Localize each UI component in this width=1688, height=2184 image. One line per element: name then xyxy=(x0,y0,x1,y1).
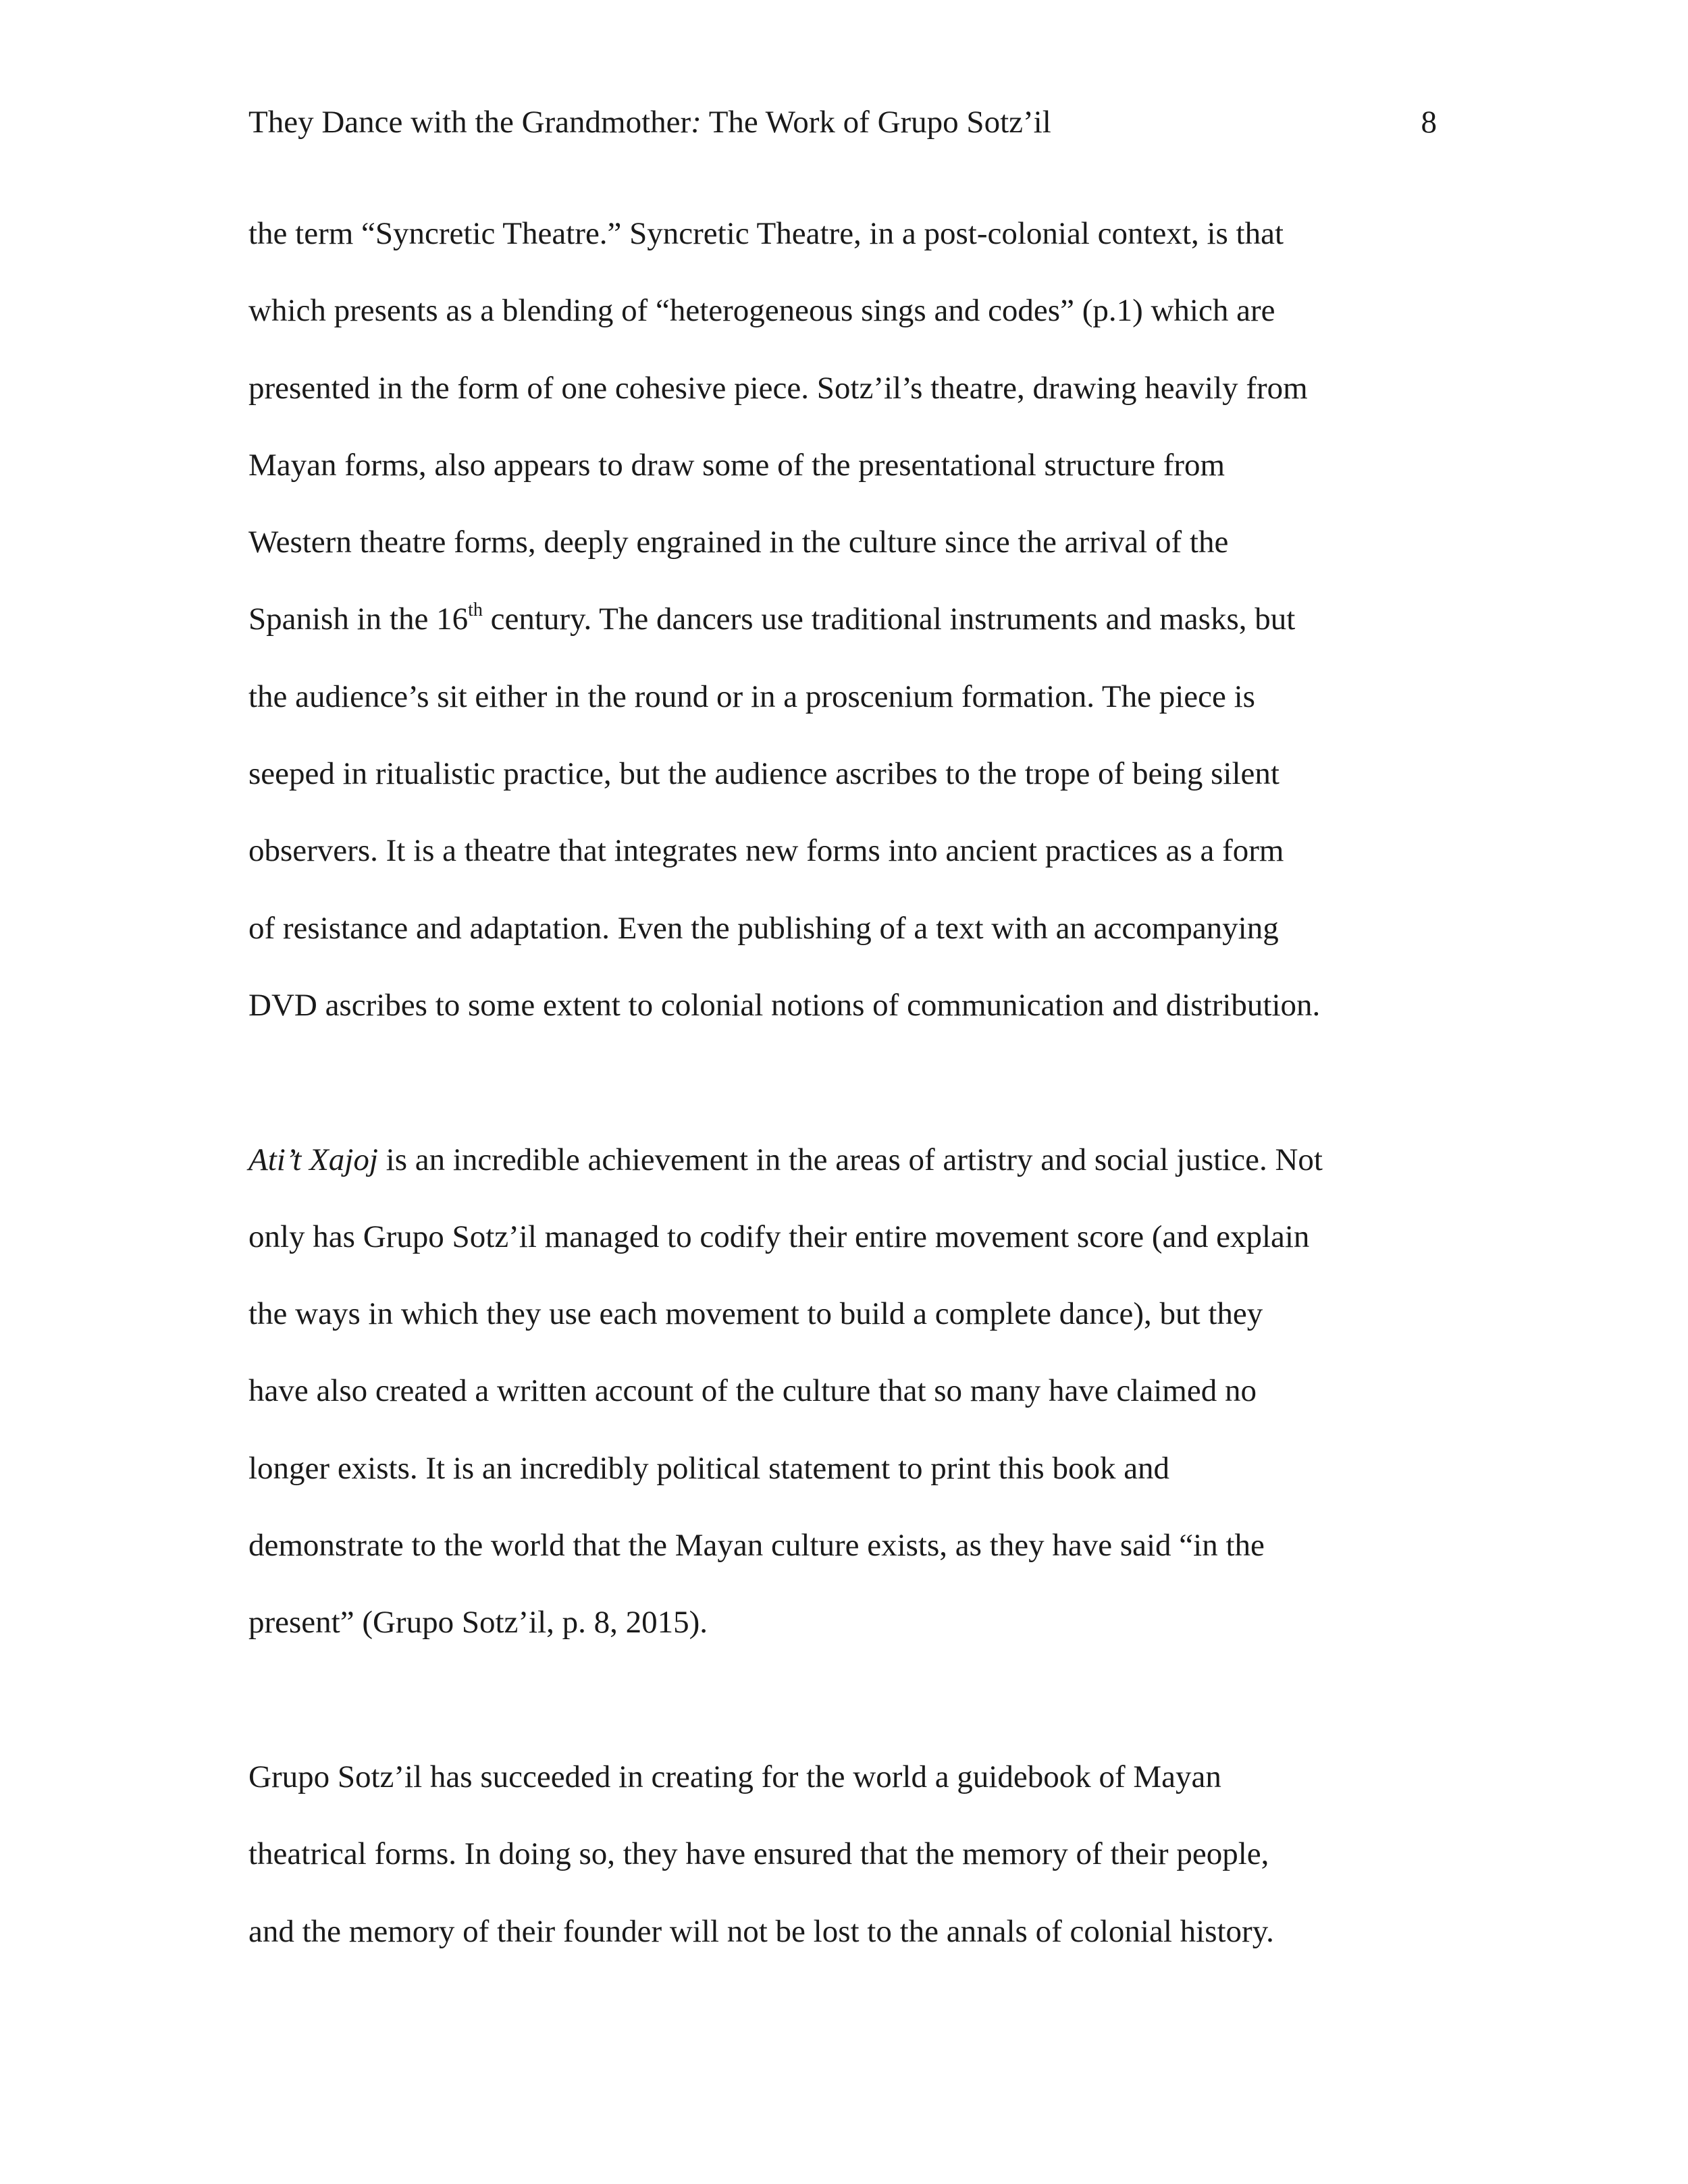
text-line: DVD ascribes to some extent to colonial notions of communication and distribution. xyxy=(248,987,1321,1023)
text-line: the audience’s sit either in the round or in a proscenium formation. The piece is xyxy=(248,678,1255,714)
header-title-part2: The Work of Grupo Sotz’il xyxy=(701,105,1051,140)
paragraph-3 xyxy=(248,1738,1437,1970)
text-line: and the memory of their founder will not be lost to the annals of colonial history. xyxy=(248,1913,1274,1949)
text-line: demonstrate to the world that the Mayan culture exists, as they have said “in the xyxy=(248,1528,1265,1564)
text-line: presented in the form of one cohesive piece. Sotz’il’s theatre, drawing heavily from xyxy=(248,370,1308,406)
text-line: longer exists. It is an incredibly political statement to print this book and xyxy=(248,1450,1170,1486)
text-line: which presents as a blending of “heterogeneous sings and codes” (p.1) which are xyxy=(248,293,1275,329)
paragraph-2 xyxy=(248,1121,1437,1661)
paragraph-1 xyxy=(248,195,1437,1044)
text-line: have also created a written account of the culture that so many have claimed no xyxy=(248,1373,1257,1409)
text-line: present” (Grupo Sotz’il, p. 8, 2015). xyxy=(248,1605,708,1641)
text-line: the ways in which they use each movement to build a complete dance), but they xyxy=(248,1296,1263,1332)
text-line xyxy=(248,1121,1437,1198)
paragraph-gap xyxy=(248,1044,1437,1121)
text-fragment: century. The dancers use traditional instruments and masks, but xyxy=(482,602,1296,637)
running-header xyxy=(248,98,1437,147)
text-line: seeped in ritualistic practice, but the audience ascribes to the trope of being silent xyxy=(248,756,1280,792)
text-line: the term “Syncretic Theatre.” Syncretic Theatre, in a post-colonial context, is that xyxy=(248,216,1284,251)
ordinal-superscript: th xyxy=(468,600,483,621)
text-fragment: Spanish in the 16 xyxy=(248,602,469,637)
text-line: only has Grupo Sotz’il managed to codify their entire movement score (and explain xyxy=(248,1219,1310,1254)
body-text xyxy=(248,195,1437,1970)
text-line: of resistance and adaptation. Even the publishing of a text with an accompanying xyxy=(248,910,1279,946)
text-fragment: is an incredible achievement in the areas of artistry and social justice. Not xyxy=(377,1142,1323,1177)
text-line xyxy=(248,581,1437,658)
book-title-italic: Ati’t Xajoj xyxy=(248,1142,378,1177)
page-number: 8 xyxy=(1421,105,1437,140)
text-line: Grupo Sotz’il has succeeded in creating for the world a guidebook of Mayan xyxy=(248,1759,1221,1794)
text-line: Mayan forms, also appears to draw some of the presentational structure from xyxy=(248,447,1225,483)
text-line: observers. It is a theatre that integrates new forms into ancient practices as a form xyxy=(248,833,1284,869)
header-title-part1: They Dance with the Grandmother xyxy=(248,105,691,140)
paragraph-gap xyxy=(248,1661,1437,1738)
text-line: Western theatre forms, deeply engrained in the culture since the arrival of the xyxy=(248,525,1229,560)
text-line: theatrical forms. In doing so, they have ensured that the memory of their people, xyxy=(248,1836,1269,1872)
header-title-colon: : xyxy=(691,105,702,140)
